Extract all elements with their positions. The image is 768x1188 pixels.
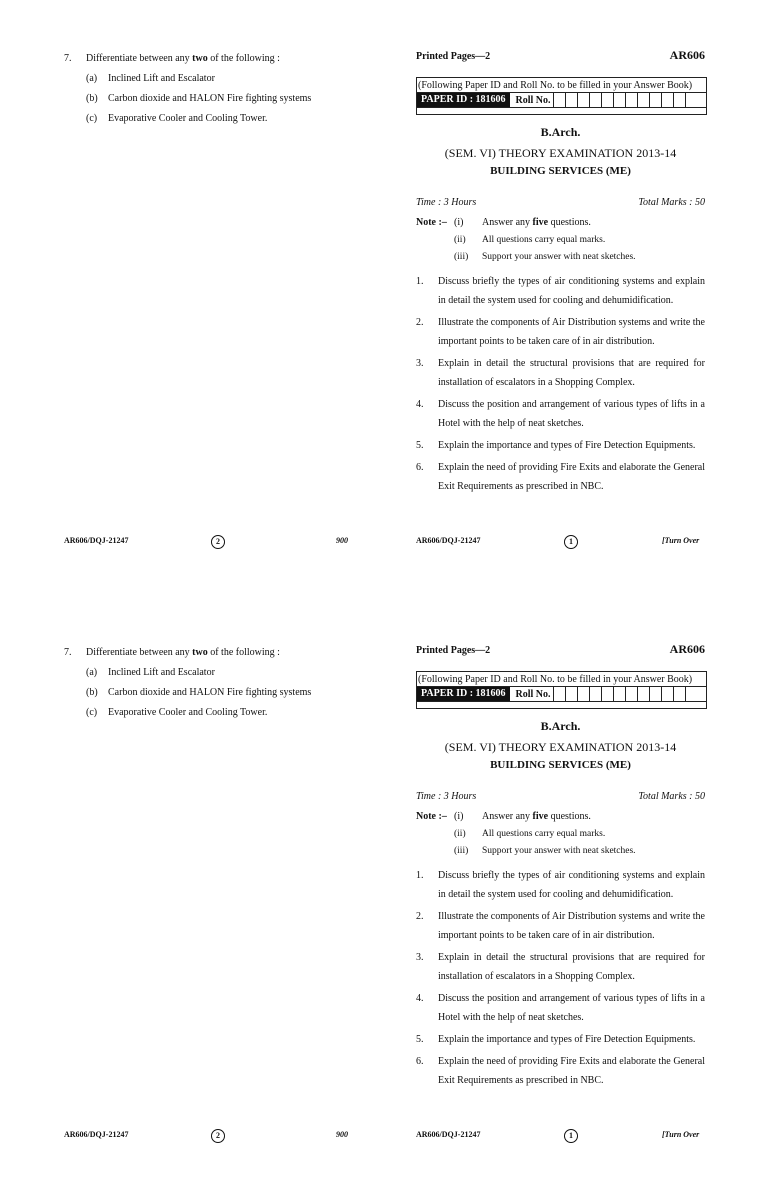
roll-no-box	[601, 687, 613, 701]
subject-title: BUILDING SERVICES (ME)	[490, 759, 631, 771]
roll-no-label: Roll No.	[515, 688, 551, 700]
roll-no-box	[589, 687, 601, 701]
roll-no-label: Roll No.	[515, 94, 551, 106]
roll-no-box	[589, 93, 601, 107]
roll-no-box	[601, 93, 613, 107]
roll-no-box	[553, 93, 565, 107]
question: 5. Explain the importance and types of Fire Detection Equipments.	[416, 1034, 696, 1045]
page-number-right: 1	[564, 1129, 578, 1143]
note-label: Note :–	[416, 217, 447, 228]
question-7-options	[86, 666, 364, 720]
footer-code-left: AR606/DQJ-21247	[64, 1130, 129, 1139]
note-item: (ii) All questions carry equal marks.	[454, 235, 606, 245]
roll-no-box	[673, 687, 685, 701]
right-page	[416, 642, 705, 1093]
question-text: Differentiate between any two of the following :	[86, 647, 280, 658]
roll-no-box	[577, 93, 589, 107]
degree: B.Arch.	[540, 719, 581, 733]
roll-no-box	[577, 687, 589, 701]
option-b: (b) Carbon dioxide and HALON Fire fighting systems	[86, 93, 312, 104]
question-list	[416, 866, 705, 1090]
subject-title: BUILDING SERVICES (ME)	[490, 165, 631, 177]
total-marks: Total Marks : 50	[638, 791, 705, 802]
paper-id-row	[417, 93, 706, 108]
roll-no-box	[685, 93, 697, 107]
total-marks: Total Marks : 50	[638, 197, 705, 208]
time-allowed: Time : 3 Hours	[416, 791, 477, 802]
exam-sheet	[0, 594, 768, 1188]
note-item: (ii) All questions carry equal marks.	[454, 829, 606, 839]
degree: B.Arch.	[540, 125, 581, 139]
question: 4. Discuss the position and arrangement of various types of lifts in a Hotel with the help of neat sketches.	[416, 993, 705, 1023]
roll-no-box	[661, 93, 673, 107]
question: 4. Discuss the position and arrangement of various types of lifts in a Hotel with the help of neat sketches.	[416, 399, 705, 429]
paper-id-box	[416, 671, 707, 709]
option-a: (a) Inclined Lift and Escalator	[86, 667, 215, 678]
page-header	[416, 48, 705, 63]
note-item: (iii) Support your answer with neat sketches.	[454, 846, 636, 856]
roll-no-box	[553, 687, 565, 701]
copies-count: 900	[336, 536, 348, 545]
exam-title: (SEM. VI) THEORY EXAMINATION 2013-14	[444, 740, 677, 754]
question: 1. Discuss briefly the types of air conditioning systems and explain in detail the system used for cooling and dehumidification.	[416, 870, 705, 900]
roll-no-boxes	[553, 93, 697, 107]
question: 3. Explain in detail the structural provisions that are required for installation of escalators in a Shopping Complex.	[416, 952, 705, 982]
fill-instruction: (Following Paper ID and Roll No. to be filled in your Answer Book)	[417, 672, 706, 687]
paper-id-row	[417, 687, 706, 702]
question: 3. Explain in detail the structural provisions that are required for installation of escalators in a Shopping Complex.	[416, 358, 705, 388]
question-7	[64, 52, 364, 66]
question-7	[64, 646, 364, 660]
note-line: Note :– (i) Answer any five questions.	[416, 217, 591, 228]
question: 2. Illustrate the components of Air Distribution systems and write the important points to be taken care of in air distribution.	[416, 911, 705, 941]
option-c: (c) Evaporative Cooler and Cooling Tower.	[86, 113, 268, 124]
option-b: (b) Carbon dioxide and HALON Fire fighting systems	[86, 687, 312, 698]
exam-title: (SEM. VI) THEORY EXAMINATION 2013-14	[444, 146, 677, 160]
note-line: Note :– (i) Answer any five questions.	[416, 811, 591, 822]
option-a: (a) Inclined Lift and Escalator	[86, 73, 215, 84]
question-7-options	[86, 72, 364, 126]
copies-count: 900	[336, 1130, 348, 1139]
question: 5. Explain the importance and types of Fire Detection Equipments.	[416, 440, 696, 451]
right-page	[416, 48, 705, 499]
printed-pages: Printed Pages—2	[416, 51, 491, 62]
note-label: Note :–	[416, 811, 447, 822]
roll-no-box	[637, 93, 649, 107]
turn-over: [Turn Over	[662, 1130, 700, 1139]
note-item: (iii) Support your answer with neat sketches.	[454, 252, 636, 262]
question-list	[416, 272, 705, 496]
turn-over: [Turn Over	[662, 536, 700, 545]
left-page	[64, 646, 364, 726]
roll-no-box	[613, 93, 625, 107]
left-page	[64, 52, 364, 132]
time-marks-row	[416, 197, 705, 208]
roll-no-box	[637, 687, 649, 701]
page-number-left: 2	[211, 1129, 225, 1143]
question: 6. Explain the need of providing Fire Exits and elaborate the General Exit Requirements as prescribed in NBC.	[416, 1056, 705, 1086]
paper-id-box	[416, 77, 707, 115]
question: 1. Discuss briefly the types of air conditioning systems and explain in detail the system used for cooling and dehumidification.	[416, 276, 705, 306]
option-c: (c) Evaporative Cooler and Cooling Tower.	[86, 707, 268, 718]
page-number-left: 2	[211, 535, 225, 549]
roll-no-box	[613, 687, 625, 701]
roll-no-box	[673, 93, 685, 107]
fill-instruction: (Following Paper ID and Roll No. to be filled in your Answer Book)	[417, 78, 706, 93]
roll-no-box	[649, 687, 661, 701]
roll-no-box	[685, 687, 697, 701]
roll-no-box	[565, 93, 577, 107]
roll-no-box	[661, 687, 673, 701]
question: 6. Explain the need of providing Fire Exits and elaborate the General Exit Requirements as prescribed in NBC.	[416, 462, 705, 492]
time-allowed: Time : 3 Hours	[416, 197, 477, 208]
footer-code-left: AR606/DQJ-21247	[64, 536, 129, 545]
paper-id: PAPER ID : 181606	[417, 687, 510, 701]
roll-no-box	[625, 93, 637, 107]
footer-code-right: AR606/DQJ-21247	[416, 536, 481, 545]
question-number: 7.	[64, 647, 72, 658]
time-marks-row	[416, 791, 705, 802]
question-text: Differentiate between any two of the following :	[86, 53, 280, 64]
roll-no-boxes	[553, 687, 697, 701]
roll-no-box	[625, 687, 637, 701]
question-number: 7.	[64, 53, 72, 64]
printed-pages: Printed Pages—2	[416, 645, 491, 656]
footer-code-right: AR606/DQJ-21247	[416, 1130, 481, 1139]
roll-no-box	[565, 687, 577, 701]
note-item: Answer any five questions.	[482, 217, 591, 228]
paper-code: AR606	[669, 642, 705, 656]
note-item: Answer any five questions.	[482, 811, 591, 822]
question: 2. Illustrate the components of Air Distribution systems and write the important points to be taken care of in air distribution.	[416, 317, 705, 347]
page-header	[416, 642, 705, 657]
paper-id: PAPER ID : 181606	[417, 93, 510, 107]
page-number-right: 1	[564, 535, 578, 549]
paper-code: AR606	[669, 48, 705, 62]
roll-no-box	[649, 93, 661, 107]
